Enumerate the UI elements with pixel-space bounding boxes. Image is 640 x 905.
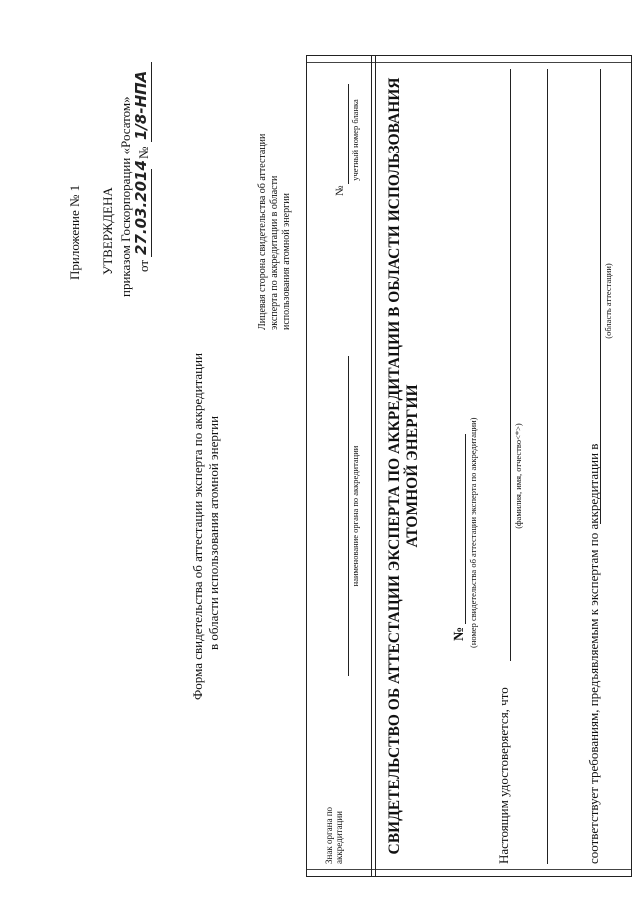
front-side-note-3: использования атомной энергии <box>281 193 292 330</box>
form-title-line1: Форма свидетельства об аттестации эксперта по аккредитации <box>190 352 205 700</box>
certificate-title-line2: АТОМНОЙ ЭНЕРГИИ <box>404 384 421 548</box>
appendix-label: Приложение № 1 <box>67 184 82 280</box>
certificate-number-caption: (номер свидетельства об аттестации эксперта по аккредитации) <box>468 417 478 648</box>
number-underline <box>151 62 152 142</box>
body-name-line <box>348 356 349 676</box>
certifies-text: Настоящим удостоверяется, что <box>496 687 511 864</box>
front-side-note-1: Лицевая сторона свидетельства об аттестации <box>257 133 268 330</box>
date-prefix: от <box>136 259 151 272</box>
frame-inner-right <box>307 62 631 63</box>
certificate-number-sign: № <box>452 626 467 641</box>
area-caption: (область аттестации) <box>603 263 613 339</box>
area-line <box>600 69 601 524</box>
front-side-note-2: эксперта по аккредитации в области <box>269 175 280 330</box>
approved-word: УТВЕРЖДЕНА <box>100 187 115 275</box>
full-name-line <box>510 69 511 661</box>
sign-label-1: Знак органа по <box>324 806 334 864</box>
certificate-frame <box>306 55 632 877</box>
blank-line <box>547 69 548 864</box>
blank-number-sign: № <box>334 185 346 196</box>
complies-text: соответствует требованиям, предъявляемым к экспертам по аккредитации в <box>586 443 601 864</box>
header-divider <box>371 56 372 876</box>
date-underline <box>151 169 152 257</box>
blank-number-caption: учетный номер бланка <box>350 99 360 181</box>
certificate-number-line <box>465 434 466 624</box>
order-line: приказом Госкорпорации «Росатом» <box>118 96 133 297</box>
number-sign: № <box>136 146 151 159</box>
approval-date: 27.03.2014 <box>132 160 150 255</box>
blank-number-line <box>348 84 349 184</box>
header-divider-2 <box>375 56 376 876</box>
body-name-caption: наименование органа по аккредитации <box>350 445 360 587</box>
sign-label-2: аккредитации <box>334 811 344 864</box>
certificate-title-line1: СВИДЕТЕЛЬСТВО ОБ АТТЕСТАЦИИ ЭКСПЕРТА ПО АККРЕДИТАЦИИ В ОБЛАСТИ ИСПОЛЬЗОВАНИЯ <box>386 77 403 855</box>
frame-inner-left <box>307 869 631 870</box>
approval-number: 1/8-НПА <box>132 70 150 140</box>
form-title-line2: в области использования атомной энергии <box>206 415 221 650</box>
full-name-caption: (фамилия, имя, отчество<*>) <box>513 423 523 529</box>
